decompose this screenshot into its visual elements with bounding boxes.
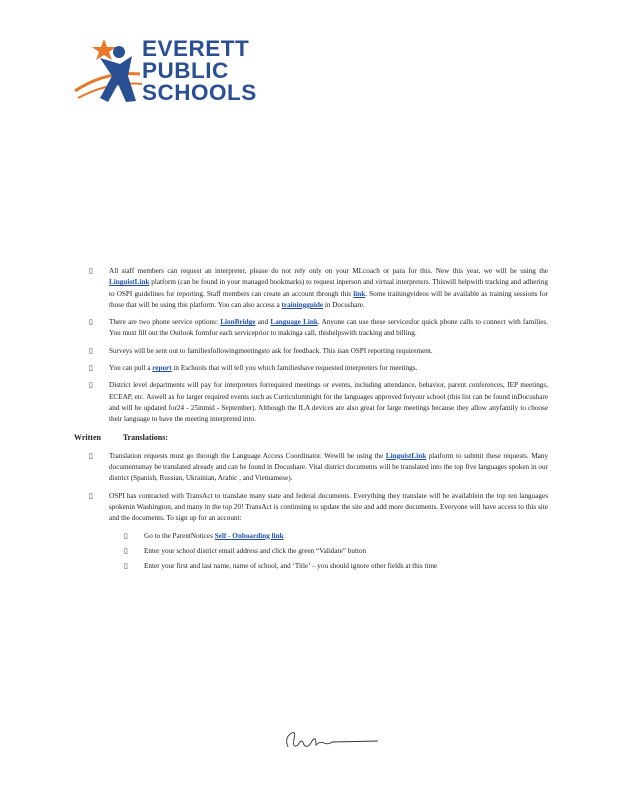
lionbridge-link[interactable]: LionBridge — [220, 318, 256, 327]
bullet-marker: ▯ — [89, 267, 93, 275]
bullet-marker: ▯ — [89, 346, 93, 355]
report-link[interactable]: report — [152, 364, 172, 373]
training-guide-link[interactable]: trainingguide — [281, 300, 324, 309]
bullet-ospi-transact: ▯ OSPI has contracted with TransAct to translate many state and federal documents. Everything they translate will be availablein the top ten languages spokenin Washington, and many in the top 20! TransAct is continuing to update the site and add more documents. Everyone will have access to this site and the documents. To sign up for an account: — [89, 491, 548, 523]
sub-item-name: ▯ Enter your first and last name, name of school, and ‘Title’ – you should ignore other fields at this time — [74, 561, 548, 572]
bullet-translation-requests: ▯ Translation requests must go through the Language Access Coordinator. Wewill be using the LinguistLink platform to submit these requests. Many documentsmay be translated already and can be found in Docushare. Vital district documents will be translated into the top five languages spoken in our district (Spanish, Russian, Ukrainian, Arabic , and Vietnamese). — [89, 451, 548, 483]
bullet-district-departments: ▯ District level departments will pay for interpreters forrequired meetings or events, including attendance, behavior, parent conferences, IEP meetings, ECEAP, etc. Aswell as for larger required events such as Curriculumnight for the languages approved foryour school (this list can be found inDocushare and will be updated for24 - 25inmid - September). Although the ILA devices are also great for large meetings because they allow anyfamily to choose their language to have the meeting interpreted into. — [89, 381, 548, 424]
bullet-phone-services: ▯ There are two phone service options: LionBridge and Language Link. Anyone can use these servicesfor quick phone calls to connect with families. You must fill out the Outlook formfor each serviceprior to makinga call, thishelpswith tracking and billing. — [89, 318, 548, 338]
bullet-marker: ▯ — [89, 318, 93, 327]
account-link[interactable]: link — [353, 289, 366, 298]
section-heading-written-translations: Written Translations: — [74, 432, 169, 442]
bullet-marker: ▯ — [89, 364, 93, 373]
bullet-interpreter-request: ▯ All staff members can request an interpreter, please do not rely only on your MLcoach or para for this. New this year, we will be using the LinguistLink platform (can be found in your managed bookmarks) to request inperson and virtual interpreters. Thiswill helpwith tracking and adhering to OSPI guidelines for reporting. Staff members can create an account through this link. Some trainingvideos will be available as training sessions for those that will be using this platform. You can also access a trainingguide in Docushare. — [89, 267, 548, 309]
bullet-report: ▯ You can pull a report in Eschools that will tell you which familieshave requested interpreters for meetings. — [74, 363, 548, 374]
language-link-link[interactable]: Language Link — [270, 318, 318, 327]
logo-line3: SCHOOLS — [142, 80, 257, 105]
bullet-marker: ▯ — [124, 531, 128, 540]
bullet-marker: ▯ — [124, 562, 128, 571]
logo-line1: EVERETT — [142, 36, 250, 61]
signature-icon — [282, 727, 382, 757]
sub-item-email: ▯ Enter your school district email address and click the green “Validate” button — [74, 546, 548, 557]
logo-line2: PUBLIC — [142, 58, 229, 83]
bullet-marker: ▯ — [124, 546, 128, 555]
logo-wordmark — [142, 38, 257, 104]
linguistlink-link[interactable]: LinguistLink — [385, 451, 427, 460]
bullet-marker: ▯ — [89, 381, 93, 390]
self-onboarding-link[interactable]: Self - Onboarding link — [214, 531, 284, 540]
bullet-marker: ▯ — [89, 491, 93, 500]
linguistlink-link[interactable]: LinguistLink — [109, 278, 150, 287]
bullet-marker: ▯ — [89, 451, 93, 460]
sub-item-onboarding: ▯ Go to the ParentNotices Self - Onboarding link — [74, 531, 548, 542]
bullet-surveys: ▯ Surveys will be sent out to familiesfollowingmeetingsto ask for feedback. This isan OSPI reporting requirement. — [74, 346, 548, 357]
document-body — [74, 266, 548, 577]
